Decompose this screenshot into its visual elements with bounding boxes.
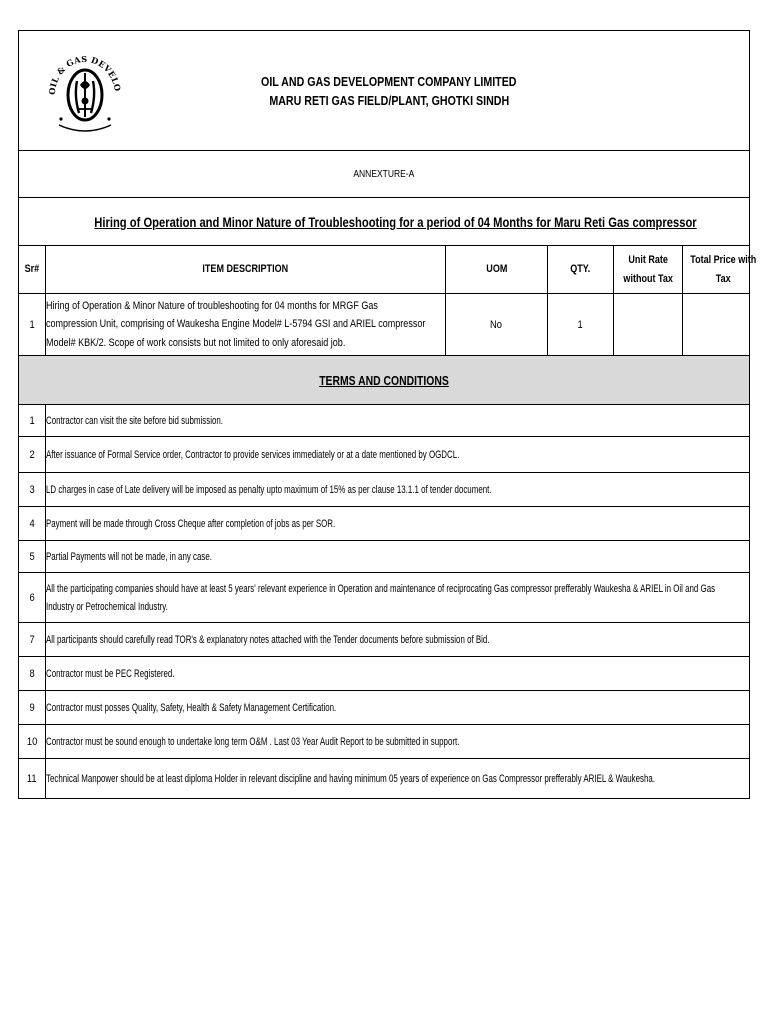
terms-heading-row [19,356,750,405]
ogdcl-seal-icon [41,41,129,137]
item-description: Hiring of Operation & Minor Nature of troubleshooting for 04 months for MRGF Gas compression Unit, comprising of Waukesha Engine Model# L-5794 GSI and ARIEL compressor Model# KBK/2. Scope of work consists but not limited to only aforesaid job. [46,294,446,356]
condition-row [19,623,750,657]
condition-number: 10 [26,735,38,748]
column-header-row [19,246,750,294]
condition-text: All participants should carefully read TOR's & explanatory notes attached with the Tender documents before submission of Bid. [46,633,490,646]
condition-row [19,691,750,725]
plant-location: MARU RETI GAS FIELD/PLANT, GHOTKI SINDH [269,92,509,108]
item-sr: 1 [29,318,35,331]
condition-text: Technical Manpower should be at least diploma Holder in relevant discipline and having minimum 05 years of experience on Gas Compressor prefferably ARIEL & Waukesha. [46,772,655,785]
condition-row [19,507,750,541]
condition-number: 8 [29,667,35,680]
col-item-description: ITEM DESCRIPTION [202,263,289,275]
condition-number: 2 [29,448,35,461]
item-uom: No [490,318,503,331]
condition-row [19,541,750,573]
item-qty: 1 [577,318,584,331]
col-unit-rate: Unit Rate without Tax [623,253,673,285]
condition-number: 5 [29,550,35,563]
condition-text: LD charges in case of Late delivery will be imposed as penalty upto maximum of 15% as per clause 13.1.1 of tender document. [46,483,492,496]
condition-number: 9 [29,701,35,714]
condition-row [19,759,750,799]
title-row [19,198,750,246]
annexure-label: ANNEXTURE-A [353,168,415,180]
condition-text: Partial Payments will not be made, in any case. [46,550,212,563]
condition-row [19,405,750,437]
condition-number: 1 [29,414,35,427]
condition-text: Contractor can visit the site before bid submission. [46,414,223,427]
document-title: Hiring of Operation and Minor Nature of Troubleshooting for a period of 04 Months for Maru Reti Gas compressor [94,213,697,230]
terms-heading: TERMS AND CONDITIONS [319,372,449,388]
condition-number: 6 [29,591,35,604]
annexure-row [19,151,750,198]
condition-row [19,657,750,691]
condition-row [19,573,750,623]
logo-arc-text: OIL & GAS DEVELO [46,53,123,96]
annexure-sheet [18,30,757,799]
condition-row [19,437,750,473]
condition-text: All the participating companies should have at least 5 years' relevant experience in Operation and maintenance of reciprocating Gas compressor prefferably Waukesha & ARIEL in Oil and Gas Industry or Petrochemical Industry. [46,582,716,613]
condition-text: Contractor must be PEC Registered. [46,667,175,680]
col-qty: QTY. [570,263,591,275]
condition-text: Payment will be made through Cross Cheque after completion of jobs as per SOR. [46,517,336,530]
condition-text: Contractor must be sound enough to undertake long term O&M . Last 03 Year Audit Report to be submitted in support. [46,735,460,748]
col-sr: Sr# [24,263,40,275]
ogdcl-logo [41,41,129,137]
condition-row [19,725,750,759]
condition-number: 4 [29,517,35,530]
letterhead-cell [19,31,750,151]
condition-number: 11 [27,772,37,785]
condition-text: After issuance of Formal Service order, Contractor to provide services immediately or at a date mentioned by OGDCL. [46,448,460,461]
letterhead-row [19,31,750,151]
item-row [19,294,750,356]
condition-number: 7 [29,633,35,646]
condition-number: 3 [29,483,35,496]
col-uom: UOM [485,263,508,275]
condition-row [19,473,750,507]
condition-text: Contractor must posses Quality, Safety, Health & Safety Management Certification. [46,701,337,714]
company-name: OIL AND GAS DEVELOPMENT COMPANY LIMITED [261,73,517,89]
col-total-price: Total Price with Tax [690,253,757,285]
